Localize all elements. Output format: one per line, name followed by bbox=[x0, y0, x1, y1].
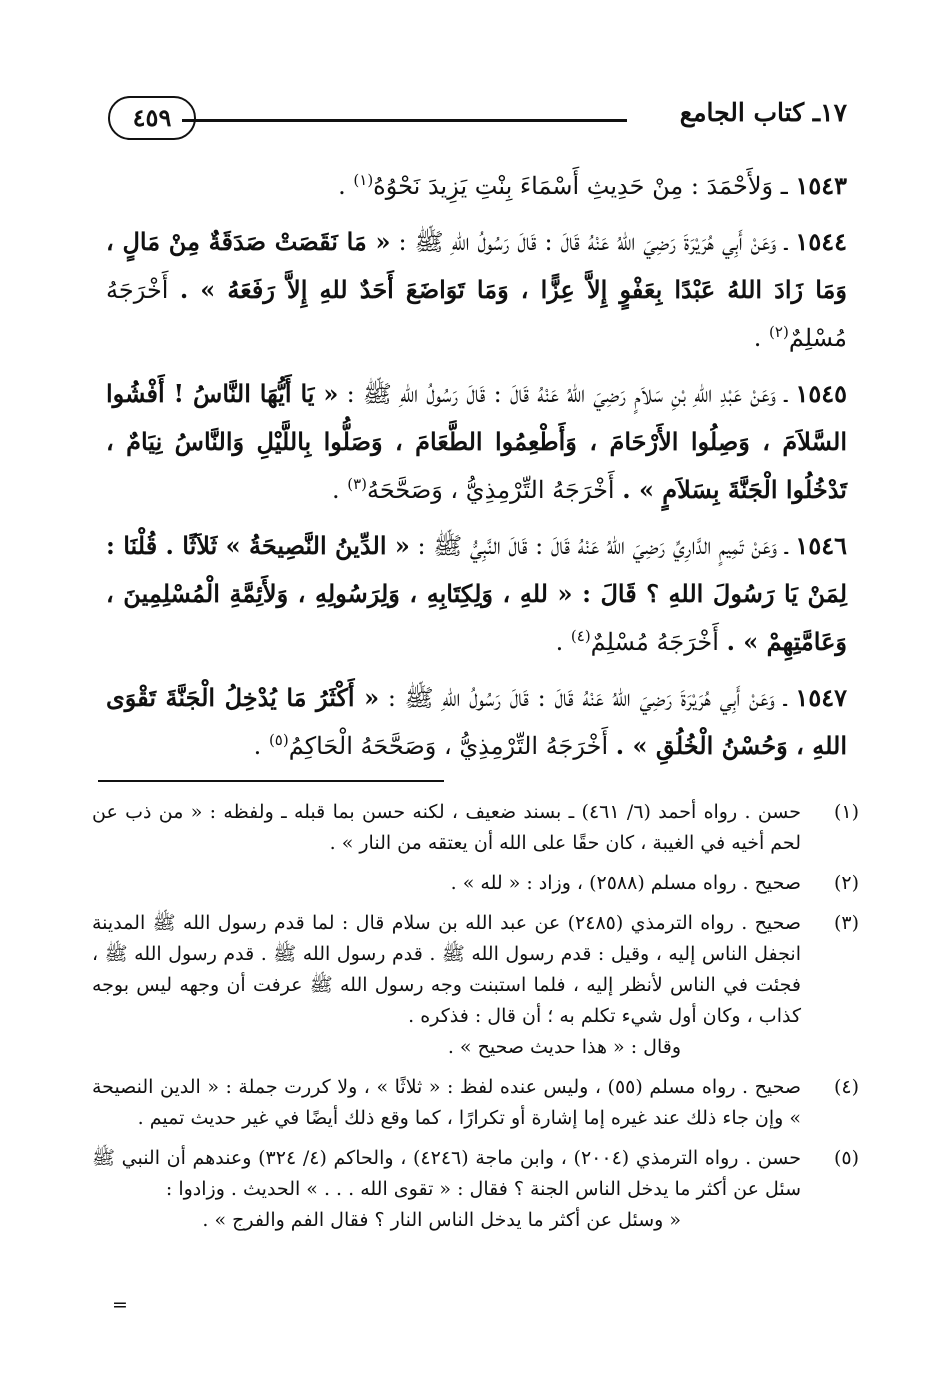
hadith-number: ١٥٤٣ bbox=[795, 171, 847, 200]
hadith-end: . bbox=[555, 628, 571, 656]
hadith-intro: ـ وَعَنْ عَبْدِ اللهِ بْنِ سَلاَمٍ رَضِيَ اللهُ عَنْهُ قَالَ : قَالَ رَسُولُ اللهِ ﷺ : bbox=[346, 380, 788, 408]
footnote-ref[interactable]: (١) bbox=[353, 171, 374, 189]
hadith-1546 bbox=[106, 522, 847, 666]
footnote-4 bbox=[92, 1072, 859, 1134]
footnote-text: حسن . رواه الترمذي (٢٠٠٤) ، وابن ماجة (٤٢٤٦) ، والحاكم (٤/ ٣٢٤) وعندهم أن النبي ﷺ سئل عن أكثر ما يدخل الناس الجنة ؟ فقال : « تقوى الله . . . » الحديث . وزادوا : bbox=[92, 1147, 801, 1200]
page-number: ٤٥٩ bbox=[108, 96, 196, 140]
footnote-number: (٥) bbox=[833, 1147, 859, 1169]
footnote-number: (١) bbox=[833, 801, 859, 823]
hadith-intro: ـ وَلأَحْمَدَ : مِنْ حَدِيثِ أَسْمَاءَ بِنْتِ يَزِيدَ نَحْوُهُ bbox=[373, 172, 788, 200]
footnote-number: (٤) bbox=[833, 1076, 859, 1098]
footnote-ref[interactable]: (٤) bbox=[570, 627, 591, 645]
hadith-1543 bbox=[106, 162, 847, 210]
hadith-intro: ـ وَعَنْ أَبِي هُرَيْرَةَ رَضِيَ اللهُ عَنْهُ قَالَ : قَالَ رَسُولُ اللهِ ﷺ : bbox=[398, 228, 788, 256]
hadith-1547 bbox=[106, 674, 847, 770]
hadith-quote: « مَا نَقَصَتْ صَدَقَةٌ مِنْ مَالٍ ، وَمَا زَادَ اللهُ عَبْدًا بِعَفْوٍ إِلاَّ عِزًّا ، وَمَا تَوَاضَعَ أَحَدٌ للهِ إِلاَّ رَفَعَهُ » . bbox=[106, 227, 847, 304]
hadith-intro: ـ وَعَنْ تَمِيمٍ الدَّارِيِّ رَضِيَ اللهُ عَنْهُ قَالَ : قَالَ النَّبِيُّ ﷺ : bbox=[417, 532, 788, 560]
footnote-ref[interactable]: (٢) bbox=[769, 323, 789, 341]
footnote-text: صحيح . رواه الترمذي (٢٤٨٥) عن عبد الله بن سلام قال : لما قدم رسول الله ﷺ المدينة انجفل الناس إليه ، وقيل : قدم رسول الله ﷺ . قدم رسول الله ﷺ . قدم رسول الله ﷺ ، فجئت في الناس لأنظر إليه ، فلما استبنت وجه رسول الله ﷺ عرفت أن وجهه ليس بوجه كذاب ، وكان أول شيء تكلم به ؛ أن قال : فذكره . bbox=[92, 912, 801, 1027]
header-rule bbox=[182, 119, 627, 122]
hadith-number: ١٥٤٥ bbox=[795, 379, 847, 408]
footnotes bbox=[92, 797, 859, 1245]
footnote-text: صحيح . رواه مسلم (٥٥) ، وليس عنده لفظ : « ثلاثًا » ، ولا كررت جملة : « الدين النصيحة » وإن جاء ذلك عند غيره إما إشارة أو تكرارًا ، كما وقع ذلك أيضًا في غير حديث تميم . bbox=[92, 1076, 802, 1129]
footnote-ref[interactable]: (٣) bbox=[347, 475, 367, 493]
hadith-number: ١٥٤٧ bbox=[795, 683, 847, 712]
chapter-title: ١٧ـ كتاب الجامع bbox=[679, 98, 847, 127]
continuation-mark: = bbox=[112, 1294, 128, 1316]
hadith-1544 bbox=[106, 218, 847, 362]
hadith-source: أَخْرَجَهُ مُسْلِمٌ bbox=[106, 276, 847, 352]
footnote-extra: وقال : « هذا حديث صحيح » . bbox=[447, 1036, 681, 1058]
hadith-1545 bbox=[106, 370, 847, 514]
footnote-3 bbox=[92, 908, 859, 1063]
footnote-text: حسن . رواه أحمد (٦/ ٤٦١) ـ بسند ضعيف ، لكنه حسن بما قبله ـ ولفظه : « من ذب عن لحم أخيه في الغيبة ، كان حقًا على الله أن يعتقه من النار » . bbox=[92, 801, 801, 854]
footnote-5 bbox=[92, 1143, 859, 1236]
hadith-end: . bbox=[253, 732, 269, 760]
hadith-intro: ـ وَعَنْ أَبِي هُرَيْرَةَ رَضِيَ اللهُ عَنْهُ قَالَ : قَالَ رَسُولُ اللهِ ﷺ : bbox=[387, 684, 787, 712]
footnote-text: صحيح . رواه مسلم (٢٥٨٨) ، وزاد : « لله » . bbox=[450, 872, 801, 894]
footnote-number: (٣) bbox=[833, 912, 859, 934]
hadith-number: ١٥٤٤ bbox=[795, 227, 847, 256]
hadith-end: . bbox=[338, 172, 354, 200]
hadith-list bbox=[106, 162, 847, 778]
footnote-separator bbox=[98, 780, 444, 782]
hadith-end: . bbox=[331, 476, 348, 504]
footnote-2 bbox=[92, 868, 859, 899]
hadith-end: . bbox=[753, 324, 770, 352]
hadith-number: ١٥٤٦ bbox=[795, 531, 847, 560]
footnote-1 bbox=[92, 797, 859, 859]
hadith-quote: « يَا أَيُّهَا النَّاسُ ! أَفْشُوا السَّلاَمَ ، وَصِلُوا الأَرْحَامَ ، وَأَطْعِمُوا الطَّعَامَ ، وَصَلُّوا بِاللَّيْلِ وَالنَّاسُ نِيَامٌ ، تَدْخُلُوا الْجَنَّةَ بِسَلاَمٍ » . bbox=[106, 379, 847, 504]
hadith-source: أَخْرَجَهُ مُسْلِمٌ bbox=[590, 628, 719, 656]
footnote-number: (٢) bbox=[833, 872, 859, 894]
hadith-quote: « الدِّينُ النَّصِيحَةُ » ثَلاَثًا . قُلْنَا : لِمَنْ يَا رَسُولَ اللهِ ؟ قَالَ : « للهِ ، وَلِكِتَابِهِ ، وَلِرَسُولِهِ ، وَلأَئِمَّةِ الْمُسْلِمِينَ ، وَعَامَّتِهِمْ » . bbox=[106, 531, 847, 656]
hadith-source: أَخْرَجَهُ التِّرْمِذِيُّ ، وَصَحَّحَهُ الْحَاكِمُ bbox=[288, 732, 609, 760]
hadith-quote: « أَكْثَرُ مَا يُدْخِلُ الْجَنَّةَ تَقْوَى اللهِ ، وَحُسْنُ الْخُلُقِ » . bbox=[106, 683, 847, 760]
footnote-ref[interactable]: (٥) bbox=[268, 731, 289, 749]
footnote-extra: « وسئل عن أكثر ما يدخل الناس النار ؟ فقال الفم والفرج » . bbox=[202, 1209, 681, 1231]
hadith-source: أَخْرَجَهُ التِّرْمِذِيُّ ، وَصَحَّحَهُ bbox=[366, 476, 615, 504]
page-header bbox=[108, 92, 847, 142]
